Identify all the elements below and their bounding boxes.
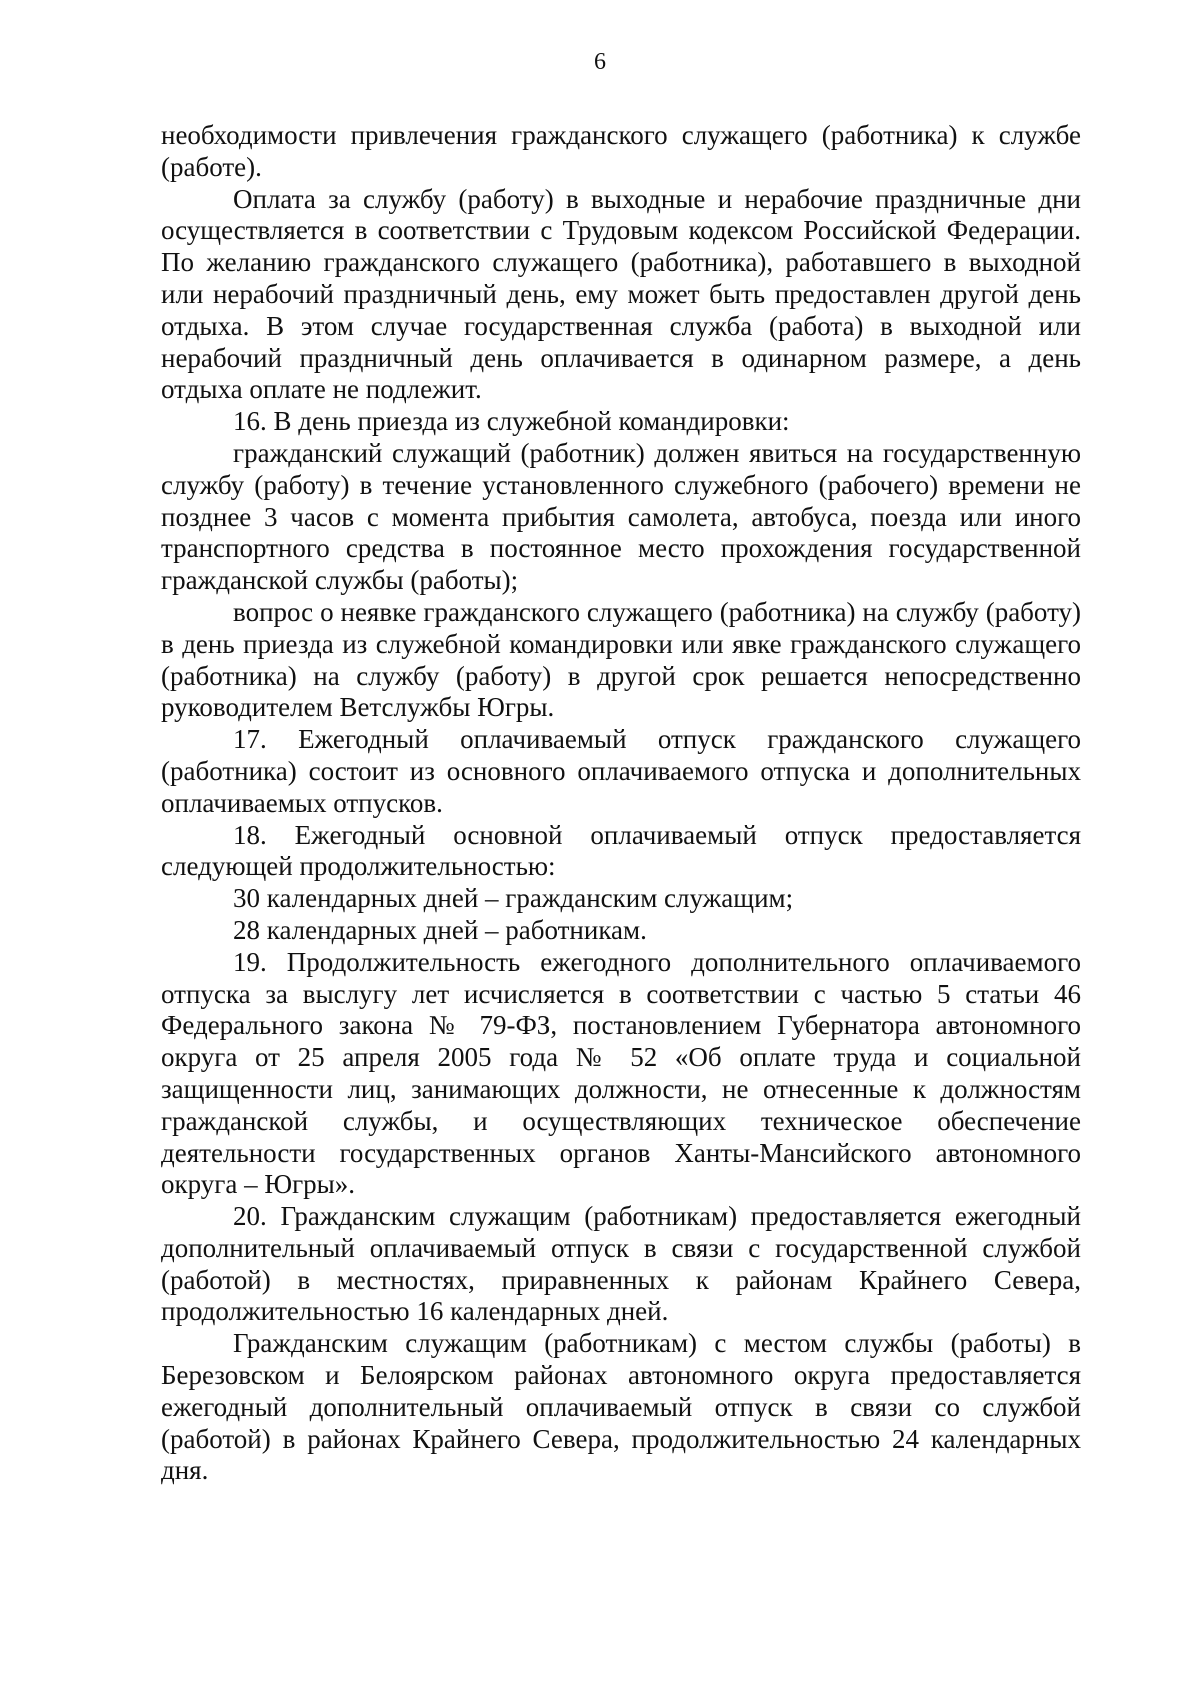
paragraph-item-18-workers: 28 календарных дней – работникам. bbox=[233, 914, 647, 945]
paragraph-item-16-absence: вопрос о неявке гражданского служащего (работника) на службу (работу) в день приезда из служебной командировки или явке гражданского служащего (работника) на службу (работу) в другой срок решается непосредственно руководителем Ветслужбы Югры. bbox=[161, 596, 1081, 723]
paragraph-item-16-appear: гражданский служащий (работник) должен явиться на государственную службу (работу) в течение установленного служебного (рабочего) времени не позднее 3 часов с момента прибытия самолета, автобуса, поезда или иного транспортного средства в постоянное место прохождения государственной гражданской службы (работы); bbox=[161, 437, 1081, 596]
paragraph-item-20: 20. Гражданским служащим (работникам) предоставляется ежегодный дополнительный оплачиваемый отпуск в связи с государственной службой (работой) в местностях, приравненных к районам Крайнего Севера, продолжительностью 16 календарных дней. bbox=[161, 1201, 1081, 1327]
paragraph-continuation: необходимости привлечения гражданского служащего (работника) к службе (работе). bbox=[161, 120, 1081, 182]
paragraph-item-18: 18. Ежегодный основной оплачиваемый отпуск предоставляется следующей продолжительностью: bbox=[161, 819, 1081, 882]
paragraph-item-16: 16. В день приезда из служебной командировки: bbox=[233, 406, 790, 437]
document-body bbox=[161, 120, 1081, 1487]
paragraph-item-19: 19. Продолжительность ежегодного дополнительного оплачиваемого отпуска за выслугу лет исчисляется в соответствии с частью 5 статьи 46 Федерального закона № 79-ФЗ, постановлением Губернатора автономного округа от 25 апреля 2005 года № 52 «Об оплате труда и социальной защищенности лиц, занимающих должности, не отнесенные к должностям гражданской службы, и осуществляющих техническое обеспечение деятельности государственных органов Ханты-Мансийского автономного округа – Югры». bbox=[161, 946, 1081, 1200]
page-number: 6 bbox=[594, 49, 606, 75]
paragraph-item-20-north: Гражданским служащим (работникам) с местом службы (работы) в Березовском и Белоярском районах автономного округа предоставляется ежегодный дополнительный оплачиваемый отпуск в связи со службой (работой) в районах Крайнего Севера, продолжительностью 24 календарных дня. bbox=[161, 1328, 1081, 1486]
paragraph-item-17: 17. Ежегодный оплачиваемый отпуск гражданского служащего (работника) состоит из основного оплачиваемого отпуска и дополнительных оплачиваемых отпусков. bbox=[161, 724, 1081, 818]
paragraph-item-18-civil: 30 календарных дней – гражданским служащим; bbox=[233, 883, 794, 914]
paragraph-weekend-pay: Оплата за службу (работу) в выходные и нерабочие праздничные дни осуществляется в соответствии с Трудовым кодексом Российской Федерации. По желанию гражданского служащего (работника), работавшего в выходной или нерабочий праздничный день, ему может быть предоставлен другой день отдыха. В этом случае государственная служба (работа) в выходной или нерабочий праздничный день оплачивается в одинарном размере, а день отдыха оплате не подлежит. bbox=[161, 183, 1081, 405]
